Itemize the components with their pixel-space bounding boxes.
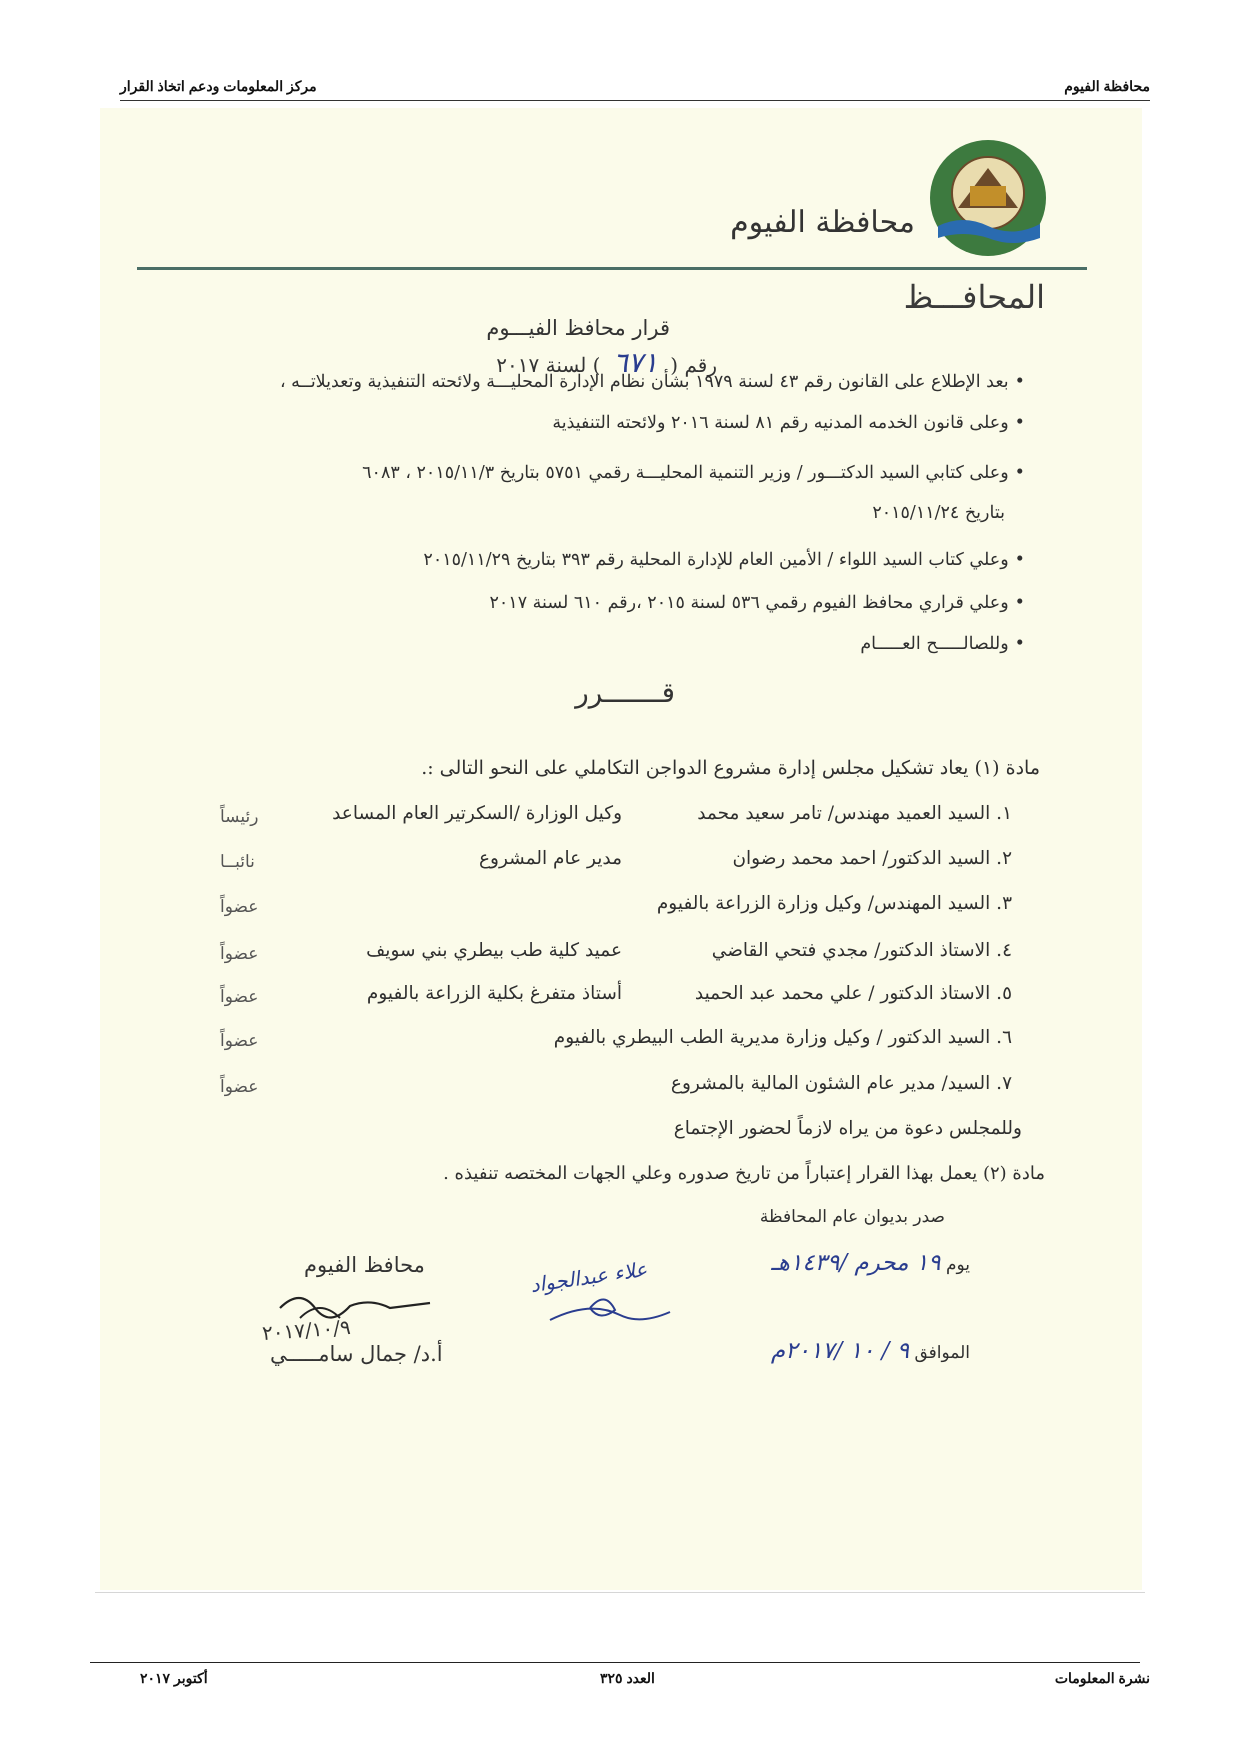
article-2: مادة (٢) يعمل بهذا القرار إعتباراً من تاريخ صدوره وعلي الجهات المختصه تنفيذه .: [443, 1163, 1045, 1184]
member-name: ٢. السيد الدكتور/ احمد محمد رضوان: [732, 848, 1012, 869]
council-note: وللمجلس دعوة من يراه لازماً لحضور الإجتماع: [673, 1118, 1022, 1139]
member-role: عضواً: [220, 1031, 259, 1051]
member-row: [210, 1027, 1012, 1057]
issued-line: صدر بديوان عام المحافظة: [759, 1207, 945, 1227]
member-job: وكيل الوزارة /السكرتير العام المساعد: [332, 803, 622, 824]
member-row: [210, 803, 1012, 833]
member-role: عضواً: [220, 1077, 259, 1097]
member-job: أستاذ متفرغ بكلية الزراعة بالفيوم: [366, 983, 622, 1004]
gregorian-date-line: [771, 1338, 970, 1364]
member-name: ٣. السيد المهندس/ وكيل وزارة الزراعة بالفيوم: [656, 893, 1012, 914]
member-job: عميد كلية طب بيطري بني سويف: [366, 940, 622, 961]
page-header: [120, 78, 1150, 101]
hijri-date-line: [771, 1250, 970, 1276]
decided-heading: قـــــــرر: [575, 676, 675, 709]
decree-number-suffix: ) لسنة ٢٠١٧: [496, 353, 601, 377]
governor-handwritten-date: ٢٠١٧/١٠/٩: [261, 1314, 352, 1346]
preamble-item: •وعلي كتاب السيد اللواء / الأمين العام للإدارة المحلية رقم ٣٩٣ بتاريخ ٢٠١٥/١١/٢٩: [423, 550, 1025, 570]
footer-issue: العدد ٣٢٥: [600, 1670, 655, 1686]
preamble-item: •وعلى كتابي السيد الدكتـــور / وزير التنمية المحليـــة رقمي ٥٧٥١ بتاريخ ٢٠١٥/١١/٣ ، ٦٠٨٣: [362, 463, 1025, 483]
header-center-name: مركز المعلومات ودعم اتخاذ القرار: [120, 78, 317, 94]
member-row: [210, 940, 1012, 970]
decree-title: قرار محافظ الفيـــوم: [486, 316, 670, 340]
letterhead-rule: [137, 267, 1087, 270]
preamble-item: •وعلى قانون الخدمه المدنيه رقم ٨١ لسنة ٢٠١٦ ولائحته التنفيذية: [552, 413, 1025, 433]
governor-name: أ.د/ جمال سامـــــي: [270, 1342, 443, 1366]
scan-edge: [95, 1592, 1145, 1593]
member-name: ١. السيد العميد مهندس/ تامر سعيد محمد: [697, 803, 1012, 824]
governorate-logo: [928, 138, 1048, 258]
header-governorate: محافظة الفيوم: [1064, 78, 1150, 94]
article-1: مادة (١) يعاد تشكيل مجلس إدارة مشروع الدواجن التكاملي على النحو التالى :.: [421, 757, 1040, 779]
initials-signature-text: علاء عبدالجواد: [528, 1256, 649, 1298]
footer-publication: نشرة المعلومات: [1054, 1670, 1150, 1686]
governor-title: محافظ الفيوم: [304, 1253, 425, 1277]
preamble-item: •وعلي قراري محافظ الفيوم رقمي ٥٣٦ لسنة ٢٠١٥ ،رقم ٦١٠ لسنة ٢٠١٧: [489, 593, 1025, 613]
preamble-item: •بعد الإطلاع على القانون رقم ٤٣ لسنة ١٩٧٩ بشأن نظام الإدارة المحليـــة ولائحته التنفيذية وتعديلاتــه ،: [279, 372, 1025, 392]
initials-signature: [530, 1260, 680, 1340]
preamble-item: •وللصالـــــح العـــــام: [860, 634, 1025, 654]
member-row: [210, 848, 1012, 878]
hijri-date-value: ١٩ محرم /١٤٣٩هـ: [771, 1250, 941, 1276]
footer-rule: [90, 1662, 1140, 1663]
member-row: [210, 1073, 1012, 1103]
member-role: عضواً: [220, 987, 259, 1007]
member-role: رئيساً: [220, 807, 259, 827]
hijri-date-label: يوم: [945, 1255, 970, 1275]
footer-date: أكتوبر ٢٠١٧: [140, 1670, 208, 1686]
member-role: عضواً: [220, 944, 259, 964]
member-role: نائبــا: [220, 852, 255, 872]
gregorian-date-label: الموافق: [914, 1343, 970, 1363]
member-name: ٥. الاستاذ الدكتور / علي محمد عبد الحميد: [694, 983, 1012, 1004]
member-role: عضواً: [220, 897, 259, 917]
member-name: ٧. السيد/ مدير عام الشئون المالية بالمشروع: [670, 1073, 1012, 1094]
member-job: مدير عام المشروع: [478, 848, 622, 869]
member-row: [210, 983, 1012, 1013]
preamble-item-continuation: بتاريخ ٢٠١٥/١١/٢٤: [872, 503, 1005, 523]
member-row: [210, 893, 1012, 923]
member-name: ٦. السيد الدكتور / وكيل وزارة مديرية الطب البيطري بالفيوم: [553, 1027, 1012, 1048]
letterhead-governorate: محافظة الفيوم: [730, 205, 915, 240]
member-name: ٤. الاستاذ الدكتور/ مجدي فتحي القاضي: [711, 940, 1012, 961]
letterhead-office: المحافـــظ: [903, 278, 1045, 316]
decree-number-prefix: رقم (: [670, 353, 717, 377]
gregorian-date-value: ٩ / ١٠ /٢٠١٧م: [770, 1338, 910, 1364]
decree-number: ٦٧١: [612, 346, 658, 379]
